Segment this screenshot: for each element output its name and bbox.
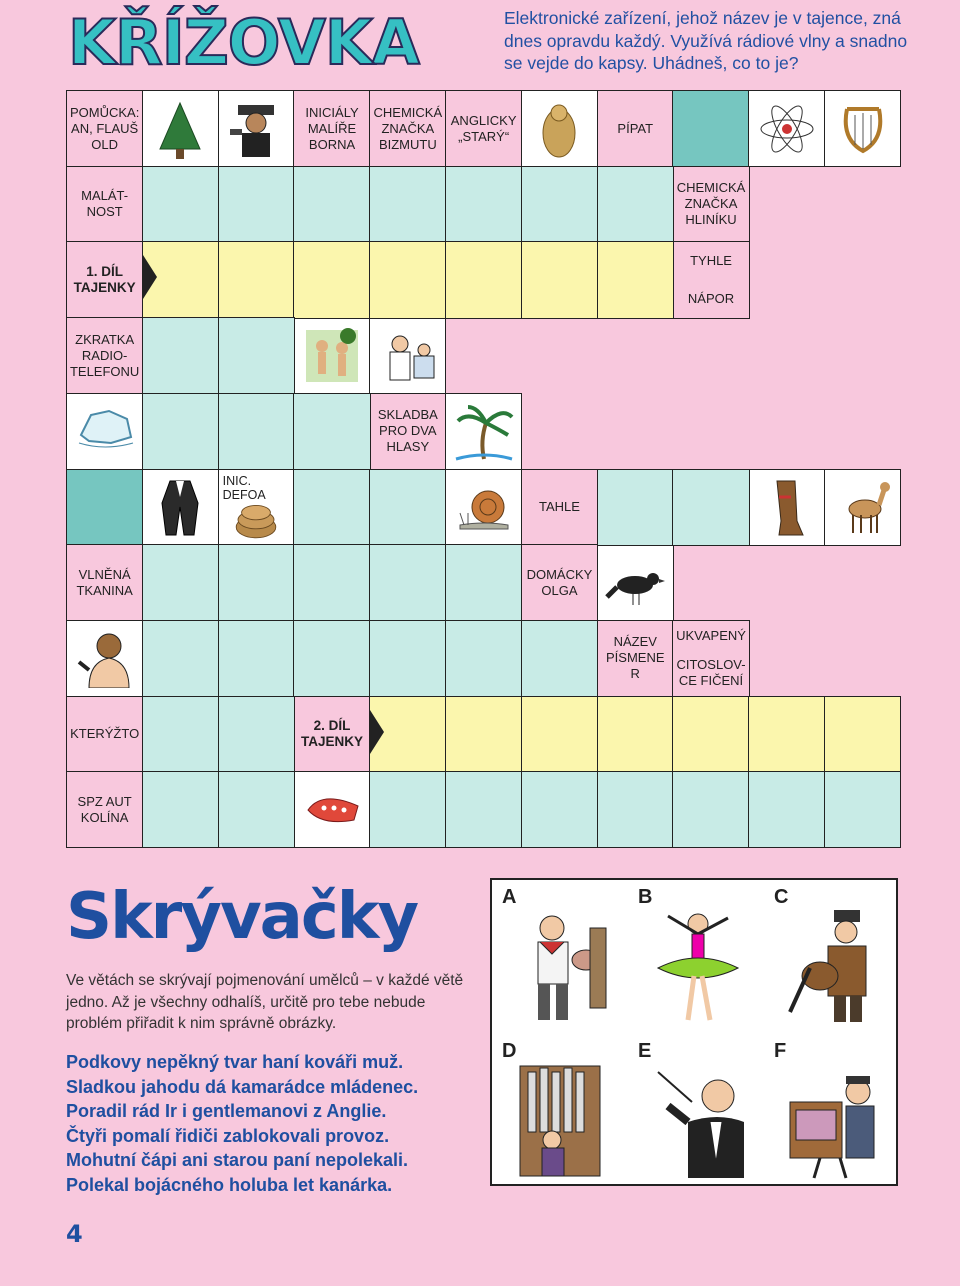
answer-cell[interactable] (748, 771, 825, 848)
doctor-icon (378, 326, 438, 386)
ballerina-icon (648, 908, 748, 1026)
page-number: 4 (66, 1220, 83, 1248)
answer-cell[interactable] (142, 393, 219, 470)
clue-text-line: RADIO- (81, 347, 128, 363)
clue-napor (688, 291, 734, 307)
clue-text-line: ZKRATKA (75, 331, 135, 347)
picture-clue-cell (293, 317, 370, 394)
puzzle-intro: Elektronické zařízení, jehož název je v tajence, zná dnes opravdu každý. Využívá rádiové vlny a snadno se vejde do kapsy. Uhádneš, co to je? (504, 8, 908, 73)
clue-text-line: AN, FLAUŠ (71, 120, 139, 136)
picture-clue-cell (445, 469, 522, 546)
answer-cell[interactable] (293, 166, 370, 243)
answer-cell-secret[interactable] (369, 241, 446, 318)
hide-section-title: Skrývačky (66, 880, 418, 954)
answer-cell[interactable] (597, 771, 674, 848)
clue-text-line: HLASY (386, 439, 430, 455)
clue-text-line: KTERÝŽTO (70, 726, 140, 742)
clue-cell-kteryzto (66, 696, 143, 773)
answer-cell[interactable] (142, 696, 219, 773)
clue-cell-inicialy (293, 90, 370, 167)
clue-cell-stary (445, 90, 522, 167)
clue-text-line: CITOSLOV- (676, 657, 746, 673)
picture-b (628, 880, 762, 1030)
picture-clue-cell (597, 544, 674, 621)
picture-clue-cell (218, 469, 295, 546)
lyre-icon (833, 99, 893, 159)
clue-text-line: NOST (86, 204, 123, 220)
clue-text-line: BIZMUTU (378, 136, 437, 152)
clue-cell-pipat (597, 90, 674, 167)
clue-text-line: „STARÝ“ (458, 128, 510, 144)
picture-letter: B (638, 886, 653, 908)
picture-letter: D (502, 1040, 517, 1062)
answer-cell[interactable] (597, 166, 674, 243)
conductor-icon (648, 1062, 748, 1180)
sentence: Sladkou jahodu dá kamarádce mládenec. (66, 1076, 419, 1097)
adam-eve-icon (302, 326, 362, 386)
clue-text-line: ZNAČKA (684, 196, 738, 212)
clue-cell-olga (521, 544, 598, 621)
picture-clue-cell (748, 469, 825, 546)
picture-a (492, 880, 626, 1030)
picture-clue-cell (66, 620, 143, 697)
clue-cell-pismene (597, 620, 674, 697)
clue-cell-radiotelefon (66, 317, 143, 394)
clue-text-line: TELEFONU (69, 363, 140, 379)
answer-cell-secret[interactable] (824, 696, 901, 773)
sentence: Čtyři pomalí řidiči zablokovali provoz. (66, 1125, 390, 1146)
split-clue-cell (672, 620, 749, 697)
clue-text-line: PÍPAT (617, 120, 654, 136)
ocarina-icon (302, 780, 362, 840)
picture-clue-cell (293, 771, 370, 848)
snail-icon (454, 477, 514, 537)
clue-text-line: MALÁT- (81, 188, 129, 204)
clue-cell-hlinik (672, 166, 749, 243)
answer-cell[interactable] (369, 771, 446, 848)
clue-text-line: PÍSMENE (605, 650, 665, 666)
answer-cell[interactable] (218, 544, 295, 621)
clue-text-line: TKANINA (76, 582, 133, 598)
answer-cell[interactable] (218, 696, 295, 773)
answer-cell[interactable] (445, 620, 522, 697)
atom-icon (757, 99, 817, 159)
sentence: Mohutní čápi ani starou paní nepolekali. (66, 1150, 409, 1170)
tree-icon (150, 99, 210, 159)
answer-cell[interactable] (142, 771, 219, 848)
answer-cell-secret[interactable] (672, 696, 749, 773)
organ-grinder-icon (784, 1062, 884, 1180)
answer-cell[interactable] (218, 620, 295, 697)
answer-cell[interactable] (218, 393, 295, 470)
answer-cell[interactable] (369, 166, 446, 243)
filled-cell (672, 90, 749, 167)
clue-cell-skladba (369, 393, 446, 470)
arrow-right-icon (370, 710, 384, 754)
back-neck-icon (75, 628, 135, 688)
picture-clue-cell (369, 317, 446, 394)
clue-text-line: ANGLICKY (450, 112, 517, 128)
clue-text-line: TAJENKY (301, 734, 364, 750)
hoof-icon (757, 477, 817, 537)
picture-letter: E (638, 1040, 652, 1062)
clue-ficeni (676, 657, 745, 689)
bagpiper-icon (784, 908, 884, 1026)
picture-clue-cell (142, 469, 219, 546)
clue-text-line: OLGA (541, 582, 578, 598)
answer-cell-secret[interactable] (748, 696, 825, 773)
painter-icon (512, 908, 612, 1026)
gangster-icon (226, 99, 286, 159)
answer-cell[interactable] (445, 544, 522, 621)
clue-tyhle (690, 253, 732, 269)
picture-letter: A (502, 886, 517, 908)
picture-letter: C (774, 886, 789, 908)
picture-clue-cell (521, 90, 598, 167)
clue-cell-tajenka2 (293, 696, 370, 773)
picture-clue-cell (445, 393, 522, 470)
picture-clue-cell (218, 90, 295, 167)
clue-ukvapeny (676, 628, 746, 644)
clue-text-line: TAHLE (538, 499, 580, 515)
hidden-sentences (66, 1050, 486, 1197)
sentence: Poradil rád Ir i gentlemanovi z Anglie. (66, 1101, 387, 1121)
clue-text-line: TAJENKY (73, 279, 136, 295)
answer-cell[interactable] (293, 620, 370, 697)
picture-clue-cell (748, 90, 825, 167)
answer-cell[interactable] (597, 469, 674, 546)
picture-c (764, 880, 898, 1030)
page-title: KŘÍŽOVKA (68, 6, 419, 79)
picture-clue-cell (142, 90, 219, 167)
picture-clue-cell (824, 469, 901, 546)
clue-cell-tkanina (66, 544, 143, 621)
answer-cell-secret[interactable] (218, 241, 295, 318)
answer-cell[interactable] (142, 544, 219, 621)
answer-cell-secret[interactable] (445, 696, 522, 773)
clue-defoa: INIC. DEFOA (222, 473, 266, 502)
clue-text-line: UKVAPENÝ (676, 627, 746, 643)
organist-icon (512, 1062, 612, 1180)
straw-figure-icon (529, 99, 589, 159)
clue-text-line: MALÍŘE (307, 120, 357, 136)
clue-text-line: NÁPOR (687, 290, 735, 306)
answer-cell[interactable] (445, 771, 522, 848)
clue-text-line: 1. DÍL (86, 263, 124, 279)
picture-clue-cell (824, 90, 901, 167)
answer-cell-secret[interactable] (293, 241, 370, 318)
answer-cell-secret[interactable] (521, 241, 598, 318)
answer-cell[interactable] (824, 771, 901, 848)
tailcoat-icon (150, 477, 210, 537)
palm-icon (454, 401, 514, 461)
answer-cell-secret[interactable] (521, 696, 598, 773)
clue-text-line: INICIÁLY (305, 104, 359, 120)
filled-cell (66, 469, 143, 546)
answer-cell[interactable] (142, 620, 219, 697)
hide-section-intro: Ve větách se skrývají pojmenování umělců – v každé větě jedno. Až je všechny odhalíš, určitě pro tebe nebude problém přiřadit k nim správně obrázky. (66, 972, 464, 1032)
answer-cell[interactable] (672, 771, 749, 848)
clue-text-line: R (630, 666, 640, 682)
clue-text-line: BORNA (308, 136, 356, 152)
clue-text-line: 2. DÍL (313, 718, 351, 734)
picture-clue-cell (66, 393, 143, 470)
clue-cell-tajenka1 (66, 241, 143, 318)
clue-text-line: POMŮCKA: (69, 104, 140, 120)
crow-icon (605, 553, 665, 613)
artist-pictures-panel (490, 878, 898, 1186)
answer-cell[interactable] (142, 317, 219, 394)
answer-cell[interactable] (521, 771, 598, 848)
answer-cell[interactable] (445, 166, 522, 243)
iceberg-icon (75, 401, 135, 461)
arrow-right-icon (143, 255, 157, 299)
clue-cell-pomucka (66, 90, 143, 167)
sentence: Polekal bojácného holuba let kanárka. (66, 1174, 393, 1195)
clue-cell-tahle (521, 469, 598, 546)
clue-text-line: KOLÍNA (80, 809, 129, 825)
clue-cell-malatnost (66, 166, 143, 243)
clue-text-line: CHEMICKÁ (676, 180, 746, 196)
answer-cell[interactable] (369, 544, 446, 621)
clue-text-line: HLINÍKU (685, 212, 737, 228)
clue-text-line: CHEMICKÁ (373, 104, 443, 120)
clue-text-line: OLD (91, 136, 119, 152)
clue-text-line: SKLADBA (377, 407, 438, 423)
clue-text-line: CE FIČENÍ (678, 673, 744, 689)
clue-cell-spz (66, 771, 143, 848)
clue-text-line: SPZ AUT (77, 793, 132, 809)
clue-text-line: ZNAČKA (381, 120, 435, 136)
clue-text-line: NÁZEV (613, 634, 657, 650)
clue-text-line: PRO DVA (379, 423, 437, 439)
split-clue-cell (672, 241, 749, 318)
picture-e (628, 1034, 762, 1184)
answer-cell-secret[interactable] (597, 696, 674, 773)
picture-letter: F (774, 1040, 787, 1062)
answer-cell[interactable] (369, 620, 446, 697)
answer-cell[interactable] (293, 393, 370, 470)
answer-cell[interactable] (293, 469, 370, 546)
clue-text-line: DOMÁCKY (526, 566, 593, 582)
answer-cell[interactable] (142, 166, 219, 243)
answer-cell[interactable] (218, 317, 295, 394)
answer-cell[interactable] (293, 544, 370, 621)
answer-cell[interactable] (369, 469, 446, 546)
picture-d (492, 1034, 626, 1184)
answer-cell[interactable] (521, 620, 598, 697)
clue-cell-bizmut (369, 90, 446, 167)
answer-cell[interactable] (218, 771, 295, 848)
picture-f (764, 1034, 898, 1184)
answer-cell[interactable] (218, 166, 295, 243)
clue-text-line: TYHLE (690, 253, 732, 269)
clue-text-line: VLNĚNÁ (78, 566, 131, 582)
answer-cell[interactable] (672, 469, 749, 546)
answer-cell[interactable] (521, 166, 598, 243)
answer-cell-secret[interactable] (445, 241, 522, 318)
answer-cell-secret[interactable] (597, 241, 674, 318)
sentence: Podkovy nepěkný tvar haní kováři muž. (66, 1052, 404, 1072)
deer-icon (833, 477, 893, 537)
